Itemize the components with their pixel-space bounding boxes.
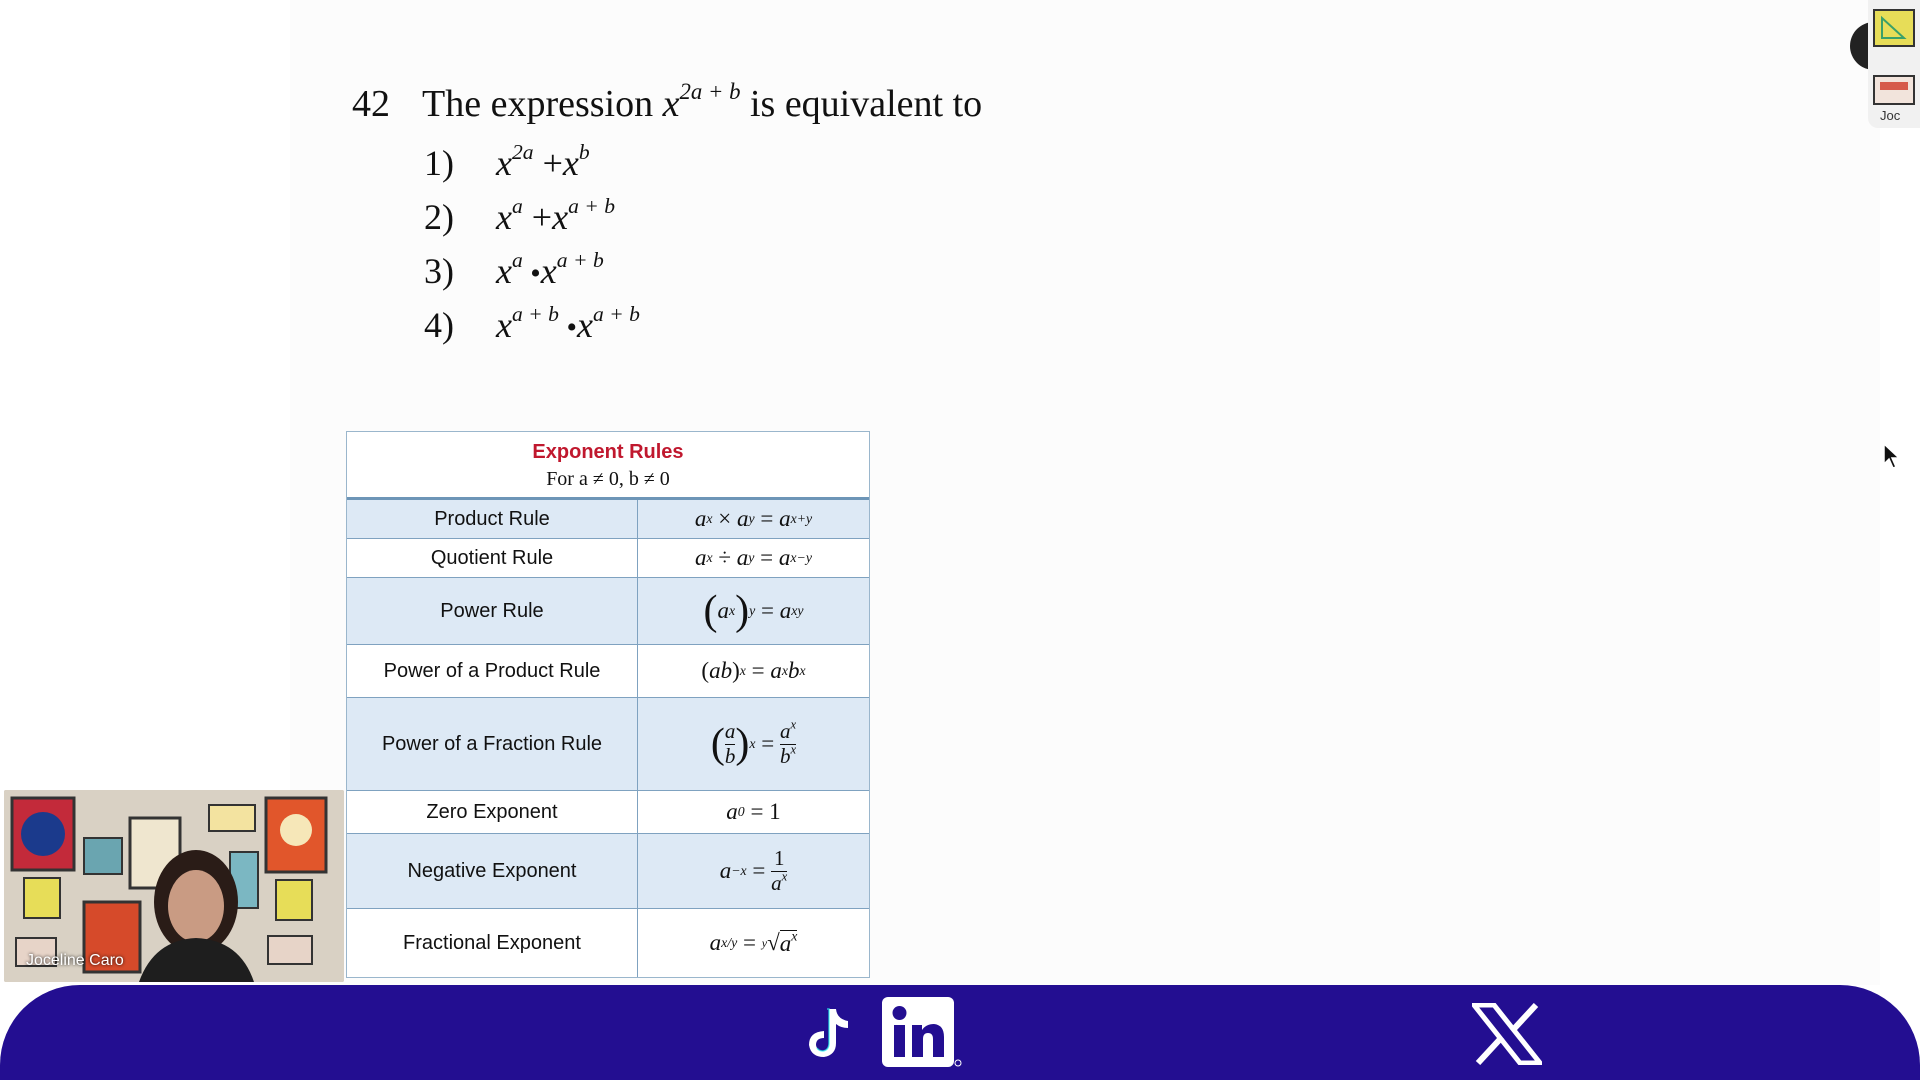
operator: • <box>522 257 541 290</box>
term: x <box>552 197 569 237</box>
exponent: a + b <box>511 301 559 326</box>
rule-row <box>347 539 869 578</box>
rule-name: Product Rule <box>347 500 638 538</box>
choice-expression <box>496 247 604 292</box>
cursor-icon <box>1882 442 1902 470</box>
question-exponent: 2a + b <box>679 78 741 104</box>
rules-subtitle: For a ≠ 0, b ≠ 0 <box>546 468 670 490</box>
rule-formula: ( $\frac{a}{b}$ ) x = $\frac{a^x}{b^x}$ <box>710 717 797 768</box>
exponent: a + b <box>568 193 616 218</box>
rule-name: Power of a Product Rule <box>347 645 638 697</box>
question-text-after: is equivalent to <box>740 83 983 125</box>
choice-expression <box>496 139 590 184</box>
choice-number: 4) <box>424 305 454 345</box>
choice-number: 1) <box>424 143 454 183</box>
rule-row <box>347 698 869 791</box>
participant-name: Joceline Caro <box>26 952 124 969</box>
term: x <box>496 143 512 183</box>
rule-name: Power Rule <box>347 578 638 644</box>
term: x <box>496 197 512 237</box>
choice-number: 3) <box>424 251 454 291</box>
exponent: a <box>511 247 523 272</box>
question-text-before: The expression <box>422 83 663 125</box>
rule-formula: ( a x ) y = a xy <box>703 588 804 634</box>
rule-row <box>347 791 869 834</box>
social-banner <box>0 985 1920 1080</box>
tiktok-icon[interactable] <box>803 1005 853 1061</box>
exponent-rules-table <box>346 431 870 978</box>
question-number: 42 <box>352 83 390 125</box>
rule-row <box>347 645 869 698</box>
operator: + <box>533 143 563 183</box>
rule-name: Power of a Fraction Rule <box>347 698 638 790</box>
term: x <box>540 251 557 291</box>
operator: • <box>558 311 577 344</box>
exponent: 2a <box>511 139 534 164</box>
rule-formula: ( ab ) x = a x b x <box>701 658 806 683</box>
thumbnail-icon[interactable] <box>1872 70 1916 110</box>
rule-formula: a 0 = 1 <box>726 799 781 824</box>
rule-name: Zero Exponent <box>347 791 638 833</box>
rule-row <box>347 500 869 539</box>
rules-header <box>347 432 869 500</box>
thumbnail-icon[interactable] <box>1872 8 1916 48</box>
exponent: b <box>578 139 590 164</box>
rule-name: Negative Exponent <box>347 834 638 908</box>
rules-title: Exponent Rules <box>532 441 684 463</box>
linkedin-icon[interactable] <box>882 997 962 1069</box>
term: x <box>562 143 579 183</box>
term: x <box>496 305 512 345</box>
rule-row <box>347 578 869 645</box>
rule-row <box>347 909 869 977</box>
rule-formula: a x ÷ a y = a x−y <box>695 545 812 570</box>
choice-number: 2) <box>424 197 454 237</box>
choice-expression <box>496 193 616 238</box>
webcam-video <box>4 790 344 982</box>
rule-formula: a x × a y = a x+y <box>694 506 813 531</box>
term: x <box>496 251 512 291</box>
exponent: a + b <box>592 301 640 326</box>
rule-row <box>347 834 869 909</box>
choice-expression <box>496 301 640 346</box>
side-panel[interactable] <box>1868 0 1920 128</box>
term: x <box>576 305 593 345</box>
exponent: a + b <box>556 247 604 272</box>
exponent: a <box>511 193 523 218</box>
rule-name: Fractional Exponent <box>347 909 638 977</box>
rule-formula: a −x = $\frac{1}{a^x}$ <box>719 846 788 895</box>
x-icon[interactable] <box>1472 1003 1542 1065</box>
question-base: x <box>662 83 680 125</box>
question-text <box>422 78 983 126</box>
side-panel-label: Joc <box>1880 108 1901 123</box>
operator: + <box>522 197 553 237</box>
rule-name: Quotient Rule <box>347 539 638 577</box>
rule-formula: a x/y = y √ $a^x$ <box>709 928 798 956</box>
